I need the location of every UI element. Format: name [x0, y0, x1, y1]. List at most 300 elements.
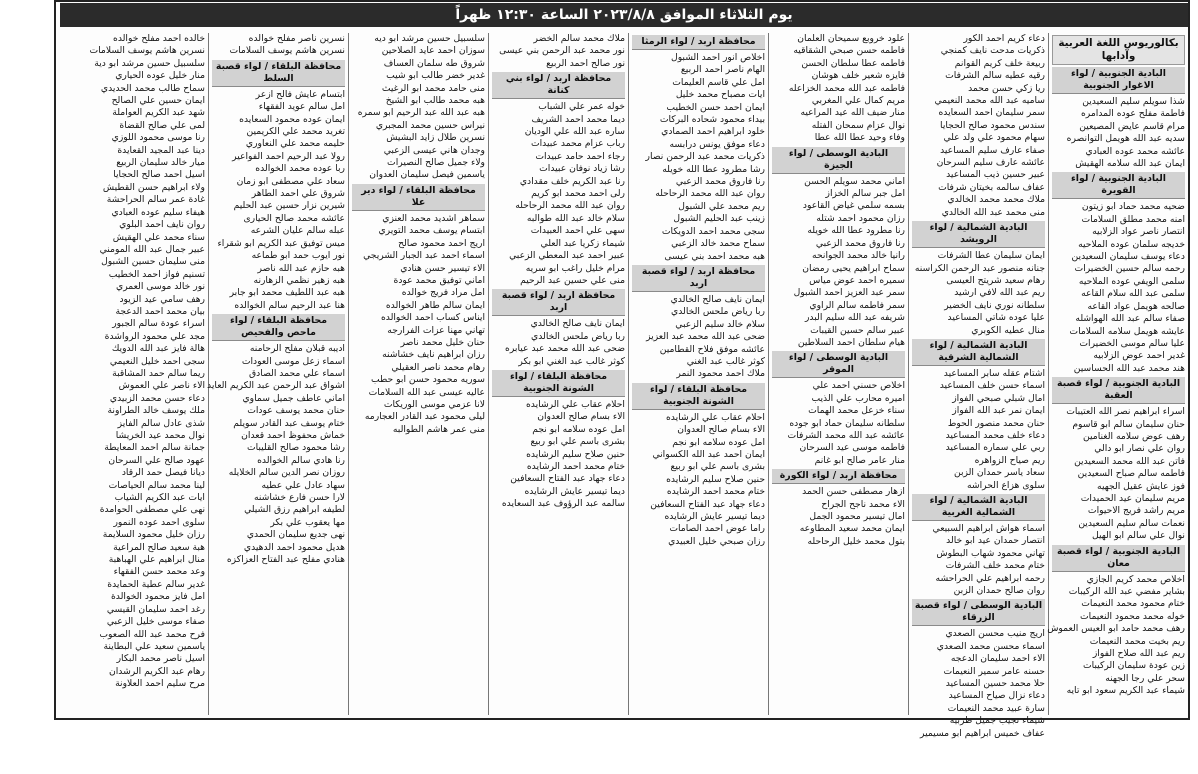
- candidate-name: دعاء نزال صياح المساعيد: [948, 690, 1045, 702]
- candidate-name: اديبه قبلان مفلح الرحامنه: [249, 343, 345, 355]
- degree-heading: بكالوريوس اللغة العربية وآدابها: [1052, 35, 1185, 65]
- section-heading: البادية الجنوبية / لواء القويرة: [1052, 172, 1185, 199]
- candidate-name: ربيعة خلف كريم القوانم: [954, 57, 1045, 69]
- candidate-name: ياسمين فيصل سليمان العدوان: [369, 169, 485, 181]
- candidate-name: اميره محارب علي الذيب: [811, 392, 905, 404]
- candidate-name: روان عبد الله محمد الرحاحله: [515, 200, 625, 212]
- candidate-name: ميس توفيق عبد الكريم ابو شقراء: [217, 237, 345, 249]
- candidate-name: شروق طه سلمان العساف: [383, 57, 485, 69]
- candidate-name: صفاء عارف سليم المساعيد: [940, 144, 1045, 156]
- candidate-name: سلطانه نوري نايف الخضير: [944, 299, 1045, 311]
- candidate-name: عبير جمال عبد الله المومني: [99, 243, 205, 255]
- candidate-name: اسماء هواش ابراهيم السبيعي: [932, 523, 1045, 534]
- candidate-name: لارا حسن فارع خشاشنه: [253, 492, 345, 503]
- candidate-name: نور ايوب حمد ابو طماعه: [251, 250, 345, 262]
- candidate-name: بشاير مفضي عبد الله الركيبات: [1068, 586, 1185, 597]
- candidate-name: تهاني محمود شهاب البطوش: [936, 547, 1045, 559]
- candidate-name: رباب عزام محمد عبيدات: [530, 138, 625, 150]
- candidate-name: هبه زهير نظمي الزهارنه: [253, 274, 345, 286]
- section-heading: البادية الشمالية / لواء الشمالية الغربية: [912, 494, 1045, 521]
- section-heading: البادية الجنوبية / لواء قصبة معان: [1052, 545, 1185, 572]
- candidate-name: غدير سالم عطية الحمايدة: [107, 578, 205, 590]
- candidate-name: ايمان سليمان عطا الشرفات: [937, 250, 1045, 262]
- candidate-name: مرام خليل راغب ابو سريه: [525, 262, 625, 274]
- candidate-name: امل مراد فريج خوالده: [401, 287, 485, 299]
- candidate-name: رجاء احمد حامد عبيدات: [535, 150, 625, 162]
- candidate-name: سهام محمود علي ولد علي: [943, 132, 1045, 144]
- candidate-name: منى عمر هاشم الطوالبه: [392, 423, 485, 435]
- candidate-name: نور محمد عبد الرحمن بني عيسى: [499, 45, 625, 57]
- candidate-name: دعاء جهاد عبد الفتاح السعافين: [650, 498, 765, 510]
- candidate-name: ابتسام يوسف محمد التويري: [378, 225, 485, 237]
- candidate-name: اريج منيب محسن الصعدي: [945, 628, 1045, 640]
- candidate-name: لمى علي صالح القضاة: [119, 119, 205, 131]
- candidate-name: وفاء وحيد عطا الله عطا: [814, 132, 905, 144]
- name-column: [488, 33, 628, 715]
- candidate-name: اسماء حسن خلف المساعيد: [939, 380, 1045, 392]
- candidate-name: دعاء جهاد عبد الفتاح السعافين: [510, 473, 625, 485]
- candidate-name: شيماء زكريا عبد العلي: [540, 237, 625, 249]
- candidate-name: عائشه محمد عوده العبادي: [1085, 145, 1185, 157]
- candidate-name: رزان خليل محمود السلايمة: [102, 529, 205, 541]
- candidate-name: اسماء محسن محمد الصعدي: [936, 640, 1045, 652]
- candidate-name: سلسبيل حسين مرشد ابو ديه: [374, 33, 485, 44]
- candidate-name: نهى علي مصطفى الحوامدة: [99, 504, 205, 516]
- candidate-name: امل جبر سالم الخزاز: [825, 188, 905, 200]
- candidate-name: ايات مصباح محمد خليل: [675, 89, 765, 101]
- candidate-name: رقيه عطيه سالم الشرفات: [945, 70, 1045, 82]
- candidate-name: خوله محمد محمود النعيمات: [1080, 610, 1185, 622]
- candidate-name: اسيل ناصر محمد البكار: [116, 653, 205, 665]
- candidate-name: رشا زياد نوفان عبيدات: [539, 163, 625, 175]
- candidate-name: تسنيم فواز احمد الخطيب: [108, 268, 205, 280]
- candidate-name: اشتام عقله سابر المساعيد: [943, 367, 1045, 379]
- candidate-name: ايمان عوده محمود السعايده: [239, 113, 345, 125]
- candidate-name: حنان محمد منصور الحوط: [947, 417, 1045, 429]
- candidate-name: ريم بخيت محمد النعيمات: [1089, 635, 1185, 647]
- candidate-name: منار خليل عوده الحياري: [115, 70, 205, 82]
- candidate-name: شذى عادل سالم الفايز: [117, 417, 205, 429]
- candidate-name: روان عبد الله محمد الرحاحله: [655, 188, 765, 200]
- candidate-name: زينب عبد الحليم الشبول: [673, 213, 765, 225]
- candidate-name: ختام محمد احمد الرشايده: [666, 486, 765, 498]
- candidate-name: هبة سعيد صالح المراعية: [113, 541, 205, 553]
- candidate-name: مجد علي محمود الرواشدة: [104, 330, 205, 342]
- candidate-name: سلطانه سليمان حماد ابو جوده: [789, 417, 905, 429]
- candidate-name: هبه عبد الله عبد الرحيم ابو سمره: [357, 107, 485, 119]
- name-column: [628, 33, 768, 715]
- candidate-name: اسراء عودة سالم الجبور: [112, 318, 205, 330]
- candidate-name: ملك يوسف خالد الطراونة: [107, 405, 205, 417]
- candidate-name: رانيا خالد محمد الجوانحه: [812, 250, 905, 262]
- candidate-name: ساره عبد الله علي الوديان: [524, 126, 625, 138]
- candidate-name: سناء محمد علي الهقيش: [112, 231, 205, 243]
- candidate-name: حسنه عامر سمير النعيمات: [943, 665, 1045, 677]
- candidate-name: مريم راشد فريج الاحيوات: [1087, 505, 1185, 517]
- candidate-name: رولا عبد الرحيم احمد الفواعير: [232, 150, 345, 162]
- candidate-name: بيداء محمود شحاده البركات: [659, 114, 765, 126]
- candidate-name: الاء احمد سليمان الدعجه: [950, 653, 1045, 665]
- date-banner: يوم الثلاثاء الموافق ٢٠٢٣/٨/٨ الساعة ١٢:٣٠ ظهراً: [60, 3, 1188, 27]
- candidate-name: ريا زكي حسن محمد: [968, 82, 1045, 94]
- candidate-name: رزان محمود احمد شتله: [816, 212, 905, 224]
- candidate-name: ريم صياح الزواهره: [974, 454, 1045, 466]
- candidate-name: غدير احمد عوض الزلابيه: [1093, 350, 1185, 362]
- candidate-name: تغريد محمد علي الكريمين: [246, 126, 345, 138]
- candidate-name: سعاد ياسر حمدان الزبن: [954, 467, 1045, 479]
- candidate-name: امنه محمد مطلق السلامات: [1081, 213, 1185, 225]
- name-columns: [60, 33, 1188, 739]
- candidate-name: اخلاص حسني احمد علي: [812, 380, 905, 392]
- candidate-name: سارة عبيد محمد النعيمات: [947, 702, 1045, 714]
- candidate-name: سهاد عادل علي عطيه: [261, 479, 345, 491]
- candidate-name: بتول محمد خليل الرحاحله: [807, 535, 905, 547]
- section-heading: محافظة اربد / لواء قصبة اربد: [492, 289, 625, 316]
- candidate-name: ساميه عبد الله محمد النعيمي: [934, 95, 1045, 107]
- section-heading: محافظة اربد / لواء الرمثا: [632, 35, 765, 50]
- candidate-name: هبه عبد اللطيف محمد ابو جابر: [229, 287, 345, 299]
- candidate-name: روزان نصر الدين سالم الخلايله: [228, 467, 345, 479]
- candidate-name: خماش محفوظ احمد قعدان: [241, 429, 345, 441]
- candidate-name: عليا عوده شاتي المساعيد: [947, 312, 1045, 324]
- candidate-name: علود خروبع سميحان العلمان: [797, 33, 905, 44]
- candidate-name: حنين صلاح سليم الرشايده: [666, 473, 765, 485]
- candidate-name: الاء تيسير حسن هنادي: [400, 262, 485, 274]
- candidate-name: ملاك محمد محمد الخالدي: [947, 194, 1045, 206]
- candidate-name: فاطمه عطا سلطان الحسن: [801, 57, 905, 69]
- candidate-name: كوثر غالب عبد الغني ابو بكر: [518, 355, 625, 367]
- candidate-name: نعمات سالم سليم السعيدين: [1078, 517, 1185, 529]
- candidate-name: عبير احمد عبد المعطي الزعبي: [509, 250, 625, 262]
- candidate-name: حنان محمد يوسف عودات: [247, 405, 345, 417]
- candidate-name: عاليه عيسى عبد الله السلامات: [368, 386, 485, 398]
- candidate-name: منى سليمان حسين الشبول: [101, 256, 205, 268]
- candidate-name: رشا مطرود عطا الله خويله: [662, 163, 765, 175]
- candidate-name: منى حامد محمد ابو الرغيث: [381, 82, 485, 94]
- candidate-name: رحمه ابراهيم علي الحراحشه: [935, 572, 1045, 584]
- candidate-name: خالده احمد مفلح خوالده: [113, 33, 205, 44]
- candidate-name: الهام ناصر احمد الربيع: [680, 64, 765, 76]
- candidate-name: فاتن عبد الله محمد السعيدين: [1074, 455, 1185, 467]
- candidate-name: اشواق عبد الرحمن عبد الكريم العايد: [207, 380, 345, 392]
- candidate-name: حليمه محمد علي النعاوري: [245, 138, 345, 150]
- candidate-name: حنان سليمان سالم ابو قاسوم: [1072, 418, 1185, 430]
- candidate-name: سديه عبد الله هويمل التوانصره: [1066, 133, 1185, 145]
- candidate-name: ولاء جميل صالح النصيرات: [387, 157, 485, 169]
- candidate-name: روان صالح حمدان الزبن: [953, 585, 1045, 597]
- candidate-name: فاطمة مفلح عوده المدامره: [1080, 108, 1185, 120]
- candidate-name: ضحى عبد الله محمد عبد عيابره: [505, 343, 625, 355]
- candidate-name: سجى محمد احمد الدويكات: [661, 225, 765, 237]
- candidate-name: سعاد علي مصطفى ابو زمان: [236, 175, 345, 187]
- candidate-name: ميار خالد سليمان الربيع: [116, 157, 205, 169]
- candidate-name: بشرى باسم علي ابو ربيع: [530, 436, 625, 448]
- candidate-name: سماح محمد خالد الزعبي: [671, 238, 765, 250]
- candidate-name: هبه محمد احمد بني عيسى: [664, 250, 765, 262]
- candidate-name: ايمان نايف صالح الخالدي: [670, 293, 765, 305]
- candidate-name: بشرى باسم علي ابو ربيع: [670, 461, 765, 473]
- candidate-name: هنادي مفلح عبد الفتاح العزاكزه: [226, 554, 345, 566]
- candidate-name: ياسمين سعيد علي البطاينة: [103, 640, 205, 652]
- candidate-name: نوال محمد عيد الخريشا: [115, 430, 205, 441]
- candidate-name: ازهار مصطفى حسن الحمد: [802, 486, 905, 498]
- candidate-name: عهود صالح علي السرحان: [108, 454, 205, 466]
- candidate-name: ختام محمد خلف الشرفات: [945, 560, 1045, 572]
- section-heading: البادية الجنوبية / لواء قصبة العقبة: [1052, 377, 1185, 404]
- candidate-name: صالحه هويمل عواد القاعه: [1087, 300, 1185, 312]
- candidate-name: هبه محمد طالب ابو الشيخ: [385, 95, 485, 107]
- candidate-name: تهاني مهنا عزات الفرارجه: [387, 324, 485, 336]
- candidate-name: سندس محمود صالح الحجايا: [940, 119, 1045, 131]
- candidate-name: سحر علي رجا الجهنه: [1105, 672, 1185, 684]
- candidate-name: نوال علي سالم ابو الهيل: [1092, 530, 1185, 542]
- candidate-name: ديما تيسير عايش الرشايده: [524, 485, 625, 497]
- candidate-name: اماني توفيق محمد عودة: [393, 274, 485, 286]
- name-column: [68, 33, 208, 715]
- candidate-name: رنا موسى محمود اللوزي: [111, 132, 205, 144]
- candidate-name: ايات عبد الكريم الشياب: [114, 492, 205, 504]
- candidate-name: ربي علي سماره المساعيد: [945, 442, 1045, 454]
- candidate-name: شريفه عبد الله سليم البدر: [805, 312, 905, 324]
- candidate-name: هيام سلطان احمد السلاطين: [797, 336, 905, 348]
- candidate-name: احلام عقاب علي الرشايده: [665, 411, 765, 423]
- candidate-name: فاطمه عبد الله محمد الخزاعله: [788, 82, 905, 94]
- candidate-name: مرام قاسم عايض المصيعين: [1079, 120, 1185, 132]
- candidate-name: مريم كمال علي المغربي: [811, 95, 905, 107]
- candidate-name: ليلى محمود عبد القادر العجارمه: [364, 411, 485, 423]
- candidate-name: منال ابراهيم علي الهباهبة: [108, 554, 205, 566]
- candidate-name: دينا عبد المجيد القعايدة: [117, 144, 205, 156]
- candidate-name: ريما سالم حمد المشاقبة: [112, 367, 205, 379]
- candidate-name: اسماء زعل موسى العودات: [241, 355, 345, 367]
- candidate-name: اماني محمد سويلم الحسن: [804, 175, 905, 187]
- candidate-name: ايناس كساب احمد الخوالده: [380, 312, 485, 324]
- candidate-name: لينا محمد سالم الحياصات: [108, 479, 205, 491]
- candidate-name: اماني عاطف جميل سماوي: [242, 392, 345, 404]
- candidate-name: احلام عقاب علي الرشايده: [525, 398, 625, 410]
- candidate-name: دعاء كريم احمد الكور: [963, 33, 1045, 44]
- section-heading: البادية الوسطى / لواء قصبة الزرقاء: [912, 599, 1045, 626]
- candidate-name: ذكريات محمد عبد الرحمن نصار: [645, 151, 765, 163]
- candidate-name: شيماء عبد الكريم سعود ابو تايه: [1066, 685, 1185, 697]
- candidate-name: رنا فاروق محمد الزعبي: [815, 237, 905, 249]
- candidate-name: غدير خضر طالب ابو شيب: [386, 70, 485, 82]
- candidate-name: منار ضيف الله عيد المراعيه: [800, 107, 905, 119]
- candidate-name: اخلاص انور احمد الشبول: [671, 52, 765, 63]
- candidate-name: فايزه شعير خلف هوشان: [811, 70, 905, 82]
- candidate-name: صفاء سالم عبد الله الهواشله: [1075, 313, 1185, 325]
- candidate-name: راما عوض احمد الصامات: [669, 523, 765, 535]
- candidate-name: عبله سالم عليان الشرعه: [250, 225, 345, 237]
- candidate-name: ربا رياض ملحس الخالدي: [531, 330, 625, 342]
- candidate-name: ملاك احمد محمود النمر: [676, 368, 765, 380]
- candidate-name: مريم سليمان عيد الحميدات: [1080, 492, 1185, 504]
- candidate-name: دعاء خلف محمد المساعيد: [945, 429, 1045, 441]
- candidate-name: اسراء ابراهيم نصر الله العتيبات: [1066, 406, 1185, 418]
- candidate-name: اخلاص محمد كريم الجازي: [1086, 573, 1185, 585]
- candidate-name: هالة فايز عبد الله الدويك: [111, 343, 205, 355]
- candidate-name: امال شبلي صبحي الفواز: [952, 392, 1045, 404]
- candidate-name: وجدان هاني عيسى الزعبي: [383, 144, 485, 156]
- candidate-name: منى علي حسين عبد الرحيم: [520, 274, 625, 286]
- candidate-name: ديما تيسير عايش الرشايده: [664, 511, 765, 522]
- candidate-name: رهف سامي عيد الزيود: [119, 293, 205, 305]
- candidate-name: شيرين نزار حسين عبد الحليم: [233, 200, 345, 212]
- candidate-name: جنانه منصور عبد الرحمن الكراسنه: [914, 262, 1045, 274]
- candidate-name: لانا عزمي موسى الوريكات: [383, 398, 485, 410]
- candidate-name: عفاف خميس ابراهيم ابو مسيمير: [920, 727, 1045, 739]
- candidate-name: شهد عبد الكريم العواملة: [112, 107, 205, 119]
- candidate-name: حلا محمد حسين المساعيد: [945, 678, 1045, 690]
- candidate-name: عبير سالم حسين القيبات: [810, 324, 905, 336]
- candidate-name: ريم عبد الله صلاح الفواز: [1092, 648, 1185, 660]
- section-heading: محافظة اربد / لواء بني كنانة: [492, 72, 625, 99]
- section-heading: البادية الوسطى / لواء الموقر: [772, 351, 905, 378]
- name-column: [768, 33, 908, 715]
- name-column: [1048, 33, 1188, 715]
- candidate-name: امل عوده سلامه ابو نجم: [532, 423, 625, 435]
- candidate-name: امل عوده سلامه ابو نجم: [672, 436, 765, 448]
- candidate-name: حنان خليل محمد ناصر: [400, 336, 485, 348]
- candidate-name: غادة عمر سالم الحراحشة: [106, 194, 205, 206]
- candidate-name: ايمان عبد الله سلامه الهقيش: [1075, 158, 1185, 170]
- candidate-name: الاء بسام صالح العدوان: [537, 411, 625, 423]
- candidate-name: سمر عبد العزيز احمد الشبول: [793, 287, 905, 299]
- candidate-name: دعاء موفق يونس درابسه: [669, 138, 765, 150]
- candidate-name: ديانا فيصل حمد الرقاد: [121, 467, 205, 479]
- candidate-name: نوال عزام سمحان الفتله: [811, 119, 905, 131]
- candidate-name: ريم محمد علي الشبول: [678, 200, 765, 212]
- candidate-name: بيان محمد احمد الدعجة: [115, 305, 205, 317]
- candidate-name: اسماء علي محمد الصادق: [249, 367, 345, 379]
- section-heading: محافظة اربد / لواء الكورة: [772, 469, 905, 484]
- candidate-name: سلام خالد سليم الزعبي: [675, 318, 765, 330]
- candidate-name: نسرين ناصر مفلح خوالده: [248, 33, 345, 44]
- candidate-name: منى محمد عبد الله الخالدي: [941, 206, 1045, 218]
- candidate-name: ايمان احمد عبد الله الكسواني: [652, 448, 765, 460]
- candidate-name: اسماء احمد عبد الجبار الشريجي: [363, 250, 485, 262]
- candidate-name: منار عامر صالح ابو غانم: [814, 454, 905, 466]
- candidate-name: رنا عبد الكريم خلف مقدادي: [519, 175, 625, 187]
- candidate-name: شذا سويلم سليم السعيدين: [1082, 96, 1185, 107]
- candidate-name: سماح ابراهيم يحيى رمضان: [802, 262, 905, 274]
- candidate-name: دعاء يوسف سليمان السعيدين: [1071, 251, 1185, 263]
- section-heading: محافظة البلقاء / لواء قصبة السلط: [212, 60, 345, 87]
- candidate-name: حنين صلاح سليم الرشايده: [526, 448, 625, 460]
- candidate-name: شروق علي احمد الطاهر: [251, 188, 345, 200]
- candidate-name: فوز عايش عقيل الجهيه: [1097, 480, 1185, 492]
- candidate-name: ختام محمود محمد النعيمات: [1081, 598, 1185, 610]
- candidate-name: فاطمه موسى عيد السرحان: [799, 442, 905, 454]
- candidate-name: نسرين هاشم يوسف السلامات: [229, 45, 345, 57]
- candidate-name: الاء محمد ناجح الجراح: [821, 498, 905, 510]
- candidate-name: دعاء حسن محمد الزبيدي: [109, 392, 205, 404]
- candidate-name: ايمان احمد حسن الخطيب: [666, 101, 765, 113]
- candidate-name: هنا عبد الرحيم سالم الخوالده: [234, 299, 345, 311]
- candidate-name: سناء خزعل محمد الهمات: [808, 405, 905, 417]
- candidate-name: فاطمه حسن صبحي الشقاقيه: [793, 45, 905, 57]
- candidate-name: سلمى عبد الله سلام القاعه: [1081, 288, 1185, 300]
- candidate-name: ايمان نايف صالح الخالدي: [530, 318, 625, 330]
- candidate-name: مها يعقوب علي بكر: [270, 516, 345, 528]
- candidate-name: ديما محمد احمد الشريف: [531, 113, 625, 125]
- section-heading: محافظة البلقاء / لواء الشونة الجنوبية: [492, 370, 625, 397]
- candidate-name: سمر فاطمه سالم الراوي: [809, 299, 905, 311]
- candidate-name: ايمان سالم طاهر الخوالده: [385, 299, 485, 311]
- candidate-name: بسمه سلمي غياض القاعود: [802, 200, 905, 212]
- candidate-name: سلمى الويفي عوده الملاحيه: [1078, 275, 1185, 287]
- candidate-name: رهام عبد الكريم الرشدان: [108, 665, 205, 677]
- candidate-name: عائشه محمد صالح الحيارى: [243, 212, 345, 224]
- candidate-name: الاء ناصر علي العموش: [118, 380, 205, 392]
- candidate-name: لطيفه ابراهيم رزق الشيلي: [244, 504, 345, 516]
- candidate-name: عفاف سالمه بخيتان شرفات: [938, 181, 1045, 193]
- candidate-name: امل فايز محمود الخوالدة: [110, 591, 205, 603]
- candidate-name: سلوى احمد عوده النمور: [113, 516, 205, 528]
- candidate-name: سمر سليمان احمد السعايده: [938, 107, 1045, 119]
- candidate-name: نسرين هاشم يوسف السلامات: [89, 45, 205, 57]
- candidate-name: مرح سليم احمد العلاونة: [115, 678, 205, 690]
- candidate-name: جمانة سالم احمد المعايطة: [104, 442, 205, 454]
- candidate-name: خوله عمر علي الشباب: [538, 101, 625, 113]
- name-column: [208, 33, 348, 715]
- candidate-name: الاء بسام صالح العدوان: [677, 424, 765, 436]
- candidate-name: سماح طالب محمد الحديدي: [100, 82, 205, 94]
- section-heading: محافظة البلقاء / لواء دير علا: [352, 184, 485, 211]
- candidate-name: رهام سعيد شريتح العيسى: [946, 274, 1045, 286]
- candidate-name: منال عطيه الكوبري: [971, 324, 1045, 336]
- candidate-name: رشا محمود صالح القليبات: [246, 442, 345, 454]
- candidate-name: خديجه سلمان عوده الملاحيه: [1078, 238, 1185, 250]
- candidate-name: رهام محمد ناصر العقيلي: [391, 361, 485, 373]
- candidate-name: انتصار ناصر عواد الزلابيه: [1092, 226, 1185, 238]
- candidate-name: زين عودة سليمان الركيبات: [1082, 660, 1185, 672]
- candidate-name: هبه حازم عبد الله ناصر: [257, 262, 345, 274]
- candidate-name: سجى احمد خليل النعيمي: [109, 355, 205, 367]
- candidate-name: نهى جديع سليمان الحمدي: [246, 529, 345, 541]
- section-heading: البادية الجنوبية / لواء الاغوار الجنوبية: [1052, 67, 1185, 94]
- name-column: [348, 33, 488, 715]
- section-heading: البادية الشمالية / لواء الرويشد: [912, 221, 1045, 248]
- candidate-name: عائشه موفق فلاح القطامين: [659, 343, 765, 355]
- candidate-name: سلوى هزاع الحراشه: [967, 479, 1045, 491]
- name-column: [908, 33, 1048, 739]
- candidate-name: امل سالم عويد الفقهاء: [258, 101, 345, 113]
- candidate-name: عايشه هويمل سلامه السلامات: [1069, 325, 1185, 337]
- candidate-name: شيماء نجيب جميل طربيه: [949, 715, 1045, 727]
- candidate-name: سالمه عبد الرؤوف عبد السعايده: [501, 498, 625, 510]
- candidate-name: عبير حسين ذيب المساعيد: [946, 169, 1045, 181]
- candidate-name: روان نايف احمد البلوي: [119, 219, 205, 231]
- candidate-name: فاطمه سالم صباح السعيدين: [1077, 468, 1185, 480]
- candidate-name: ضحى عبد الله محمد عبد العزيز: [646, 331, 765, 343]
- candidate-name: سهى علي احمد العبيدات: [530, 225, 625, 237]
- candidate-name: رنا فاروق محمد الزعبي: [675, 176, 765, 188]
- candidate-name: عليا سالم موسى الخضيرات: [1079, 337, 1185, 349]
- section-heading: محافظة البلقاء / لواء ماحص والفحيص: [212, 314, 345, 341]
- candidate-name: ولاء ابراهيم حسن القطيش: [102, 181, 205, 193]
- candidate-name: كوثر غالب عبد الغني: [686, 355, 765, 367]
- candidate-name: ختام يوسف عبد القادر سويلم: [233, 417, 345, 429]
- candidate-name: سماهر اشديد محمد العنزي: [382, 212, 485, 224]
- candidate-name: نسرين طلال زايد البشيش: [386, 132, 485, 144]
- candidate-name: اسيل احمد صالح الحجايا: [113, 169, 205, 181]
- candidate-name: ذكريات مدحت نايف كمنجي: [940, 45, 1045, 57]
- candidate-name: هند محمد عبد الله الحساسين: [1073, 362, 1185, 374]
- candidate-name: انتصار حمدان عيد ابو خالد: [946, 535, 1045, 547]
- candidate-name: رغد احمد سليمان القيسي: [106, 603, 205, 615]
- candidate-name: رنا هادي سالم الخوالده: [257, 454, 345, 466]
